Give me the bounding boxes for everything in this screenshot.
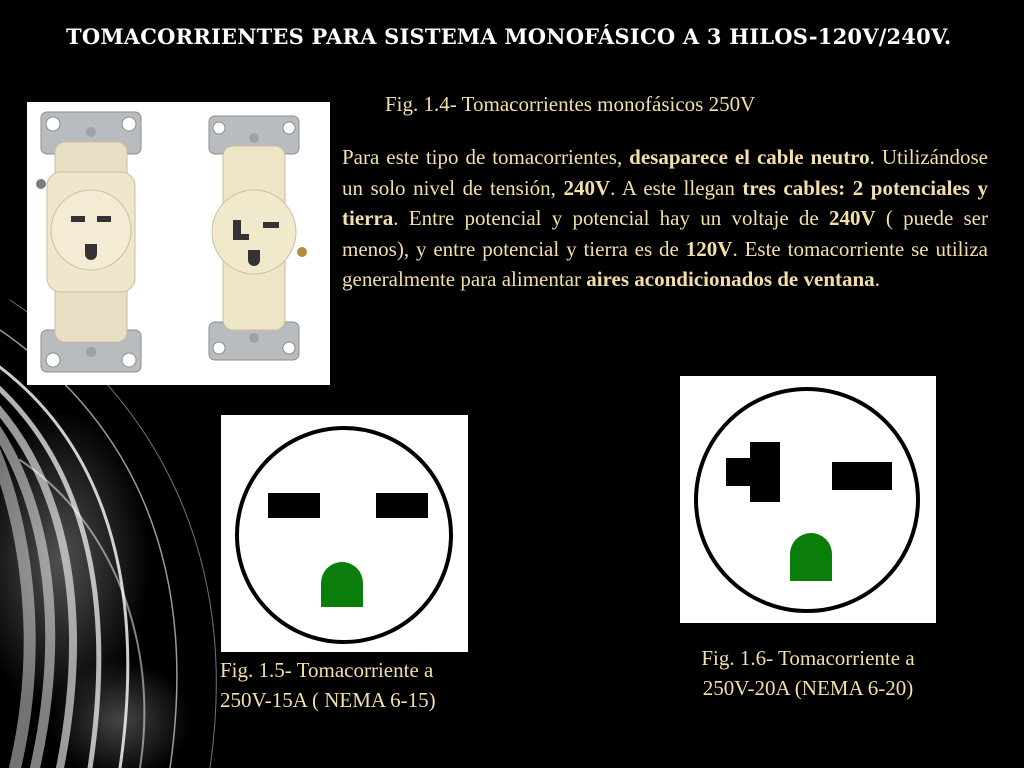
fig-1-5-caption: Fig. 1.5- Tomacorriente a 250V-15A ( NEMA 6-15): [220, 658, 436, 712]
highlight-air-conditioners: aires acondicionados de ventana: [586, 267, 875, 292]
fig-1-4-caption: Fig. 1.4- Tomacorrientes monofásicos 250V: [385, 92, 756, 116]
fig-1-6-caption: Fig. 1.6- Tomacorriente a 250V-20A (NEMA 6-20): [701, 646, 915, 700]
nema-6-20-diagram: [680, 376, 936, 623]
nema-6-15-diagram: [221, 415, 468, 652]
receptacle-right-image: [209, 116, 307, 360]
highlight-240v: 240V: [563, 175, 611, 200]
highlight-three-cables: tres cables: 2 potenciales y tierra: [342, 175, 989, 231]
highlight-120v: 120V: [685, 236, 733, 261]
receptacles-photo: [27, 102, 330, 385]
receptacle-left-image: [36, 112, 141, 372]
slide-title: TOMACORRIENTES PARA SISTEMA MONOFÁSICO A 3 HILOS-120V/240V.: [66, 24, 952, 49]
highlight-neutral: desaparece el cable neutro: [629, 145, 870, 169]
highlight-240v-2: 240V: [828, 206, 876, 231]
description-paragraph: Para este tipo de tomacorrientes, desaparece el cable neutro. Utilizándose un solo nivel de tensión, 240V. A este llegan tres cables: 2 potenciales y tierra. Entre potencial y potencial hay un voltaje de 240V ( puede ser menos), y entre potencial y tierra es de 120V. Este tomacorriente se utiliza generalmente para alimentar aires acondicionados de ventana.: [342, 145, 989, 292]
